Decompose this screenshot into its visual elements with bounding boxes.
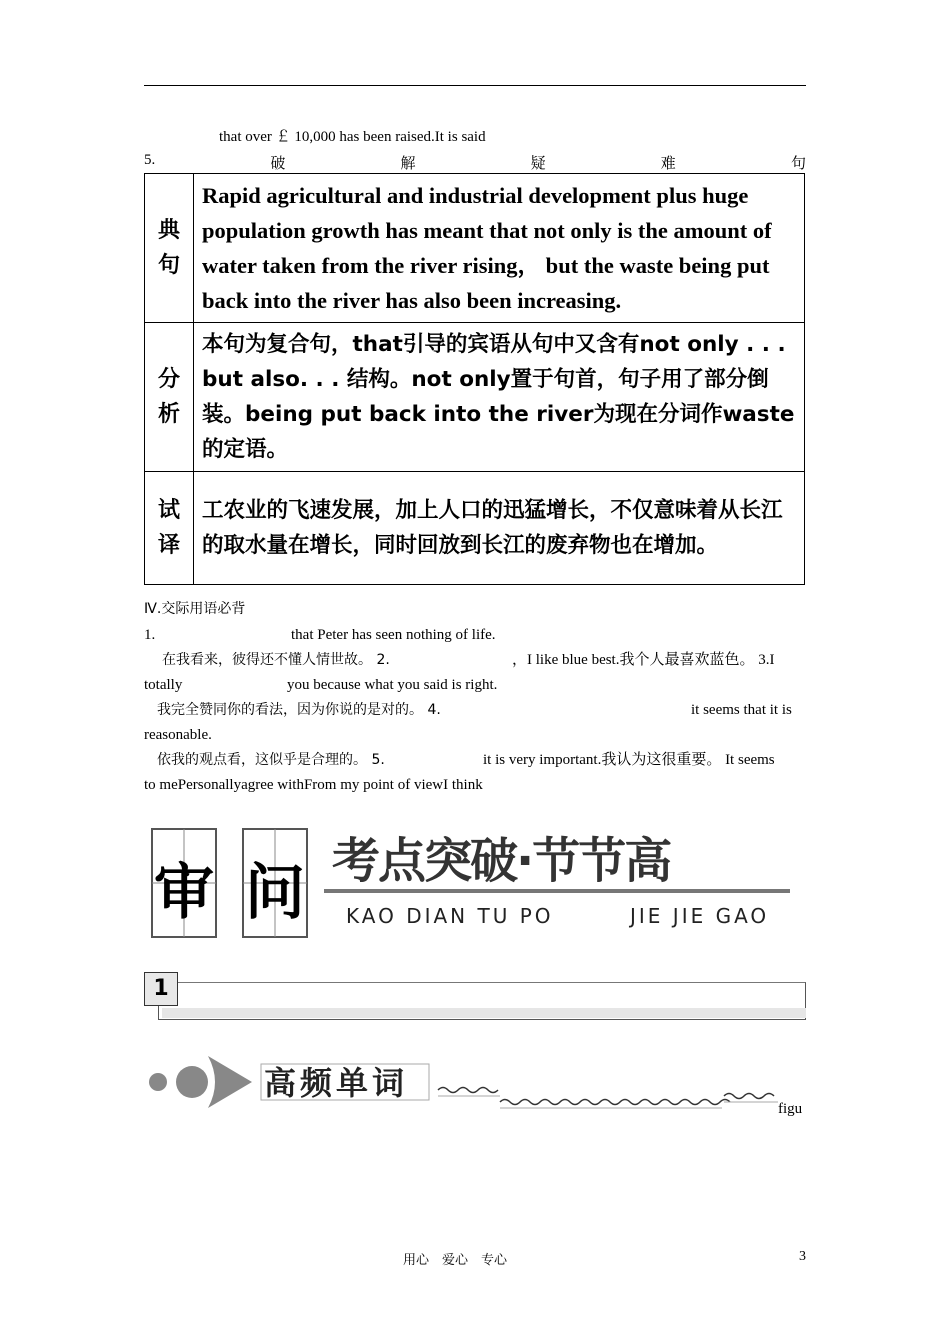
sentence-analysis-table [144, 173, 805, 585]
section-1-bar-shade [162, 1008, 806, 1018]
phrase-6-a: 依我的观点看，这似乎是合理的。 5. [157, 752, 385, 768]
phrase-2-a: 在我看来，彼得还不懂人情世故。 2. [162, 652, 390, 668]
banner-char-1: 审 [154, 858, 214, 928]
analysis-text: 本句为复合句，that引导的宾语从句中又含有not only . . . but also. . . 结构。not only置于句首，句子用了部分倒装。being put back into the river为现在分词作waste的定语。 [194, 323, 805, 472]
high-frequency-title: 高频单词 [264, 1064, 409, 1102]
section-5-char: 疑 [530, 156, 546, 172]
phrase-5: reasonable. [144, 727, 212, 743]
page-number: 3 [799, 1249, 806, 1264]
section-4-title: Ⅳ.交际用语必背 [144, 601, 246, 617]
phrase-6-b: it is very important.我认为这很重要。 It seems [483, 752, 775, 768]
section-1-header [144, 972, 806, 1022]
phrase-4-b: it seems that it is [691, 702, 792, 718]
top-line: that over ￡ 10,000 has been raised.It is said [219, 129, 486, 145]
table-row-example [145, 174, 805, 323]
header-rule [144, 85, 806, 86]
banner-pinyin-left: KAO DIAN TU PO [346, 904, 554, 928]
phrase-7-answers: to mePersonallyagree withFrom my point of viewI think [144, 777, 483, 793]
section-5-char: 破 [270, 156, 286, 172]
example-sentence: Rapid agricultural and industrial development plus huge population growth has meant that not only is the amount of water taken from the river rising， but the waste being put back into the river has also been increasing. [194, 174, 805, 323]
phrase-4-a: 我完全赞同你的看法，因为你说的是对的。 4. [157, 702, 441, 718]
banner-char-2: 问 [245, 858, 305, 928]
section-5-char: 句 [790, 156, 806, 172]
row-label-translation: 试 译 [145, 472, 194, 585]
section-1-number: 1 [144, 972, 178, 1006]
phrase-2-b: ，I like blue best.我个人最喜欢蓝色。 3.I [512, 652, 775, 668]
banner-title: 考点突破·节节高 [332, 833, 671, 889]
high-frequency-words-heading [144, 1050, 806, 1120]
row-label-analysis: 分 析 [145, 323, 194, 472]
footer-slogan: 用心 爱心 专心 [403, 1253, 508, 1268]
section-5-char: 解 [400, 156, 416, 172]
phrase-3-b: you because what you said is right. [287, 677, 498, 693]
section-banner [150, 825, 805, 940]
banner-graphic [150, 825, 805, 940]
high-frequency-graphic [144, 1050, 806, 1120]
table-row-analysis [145, 323, 805, 472]
banner-pinyin-right: JIE JIE GAO [630, 904, 770, 928]
phrase-1-number: 1. [144, 627, 156, 643]
high-frequency-trail: figu [778, 1101, 803, 1117]
row-label-example: 典 句 [145, 174, 194, 323]
table-row-translation [145, 472, 805, 585]
phrase-3-a: totally [144, 677, 183, 693]
section-5-heading [144, 152, 806, 173]
translation-text: 工农业的飞速发展，加上人口的迅猛增长，不仅意味着从长江的取水量在增长，同时回放到长江的废弃物也在增加。 [194, 472, 805, 585]
phrase-1-text: that Peter has seen nothing of life. [291, 627, 496, 643]
section-5-char: 难 [660, 156, 676, 172]
section-5-number: 5. [144, 152, 156, 168]
